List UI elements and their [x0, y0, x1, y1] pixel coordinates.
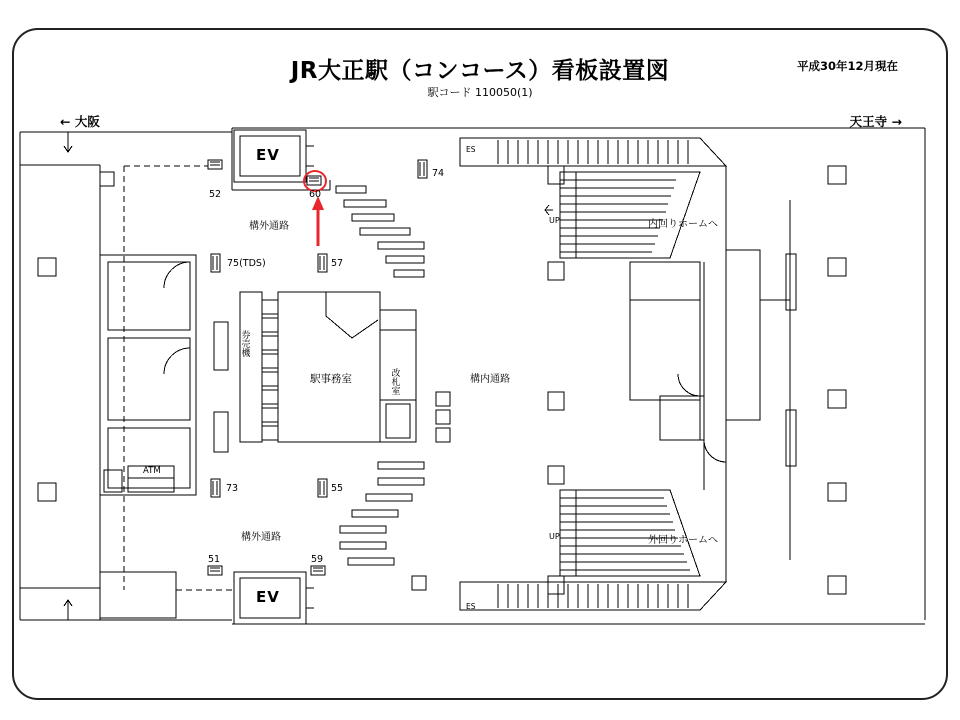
sign-label-75-tds: 75(TDS) [227, 258, 266, 269]
inner-platform-label: 内回りホームへ [648, 219, 718, 230]
outer-platform-label: 外回りホームへ [648, 535, 718, 546]
elevator-label-bottom: EV [256, 588, 280, 606]
sign-label-52: 52 [209, 189, 222, 200]
ticket-gate-room-label: 改札室 [389, 368, 400, 395]
escalator-label-top: ES [466, 145, 476, 154]
station-office-label: 駅事務室 [310, 373, 352, 385]
atm-label: ATM [143, 466, 161, 476]
outside-corridor-label-top: 構外通路 [249, 221, 289, 232]
sign-label-74: 74 [432, 168, 445, 179]
sign-label-59: 59 [311, 554, 324, 565]
ticket-machines-label: 券売機 [239, 330, 250, 357]
sign-label-57: 57 [331, 258, 344, 269]
escalator-label-bottom: ES [466, 602, 476, 611]
highlight-arrow [312, 196, 324, 246]
sign-label-73: 73 [226, 483, 239, 494]
date-note: 平成30年12月現在 [796, 59, 898, 73]
sign-label-55: 55 [331, 483, 344, 494]
page-title: JR大正駅（コンコース）看板設置図 [290, 58, 670, 84]
direction-label-right: 天王寺 → [849, 114, 902, 129]
up-label-bottom: UP [549, 532, 560, 541]
up-label-top: UP [549, 216, 560, 225]
elevator-label-top: EV [256, 146, 280, 164]
direction-label-left: ← 大阪 [60, 114, 100, 129]
inside-corridor-label: 構内通路 [470, 374, 510, 385]
station-code: 駅コード 110050(1) [427, 86, 533, 99]
sign-label-60: 60 [309, 189, 322, 200]
sign-label-51: 51 [208, 554, 221, 565]
outside-corridor-label-bottom: 構外通路 [241, 532, 281, 543]
